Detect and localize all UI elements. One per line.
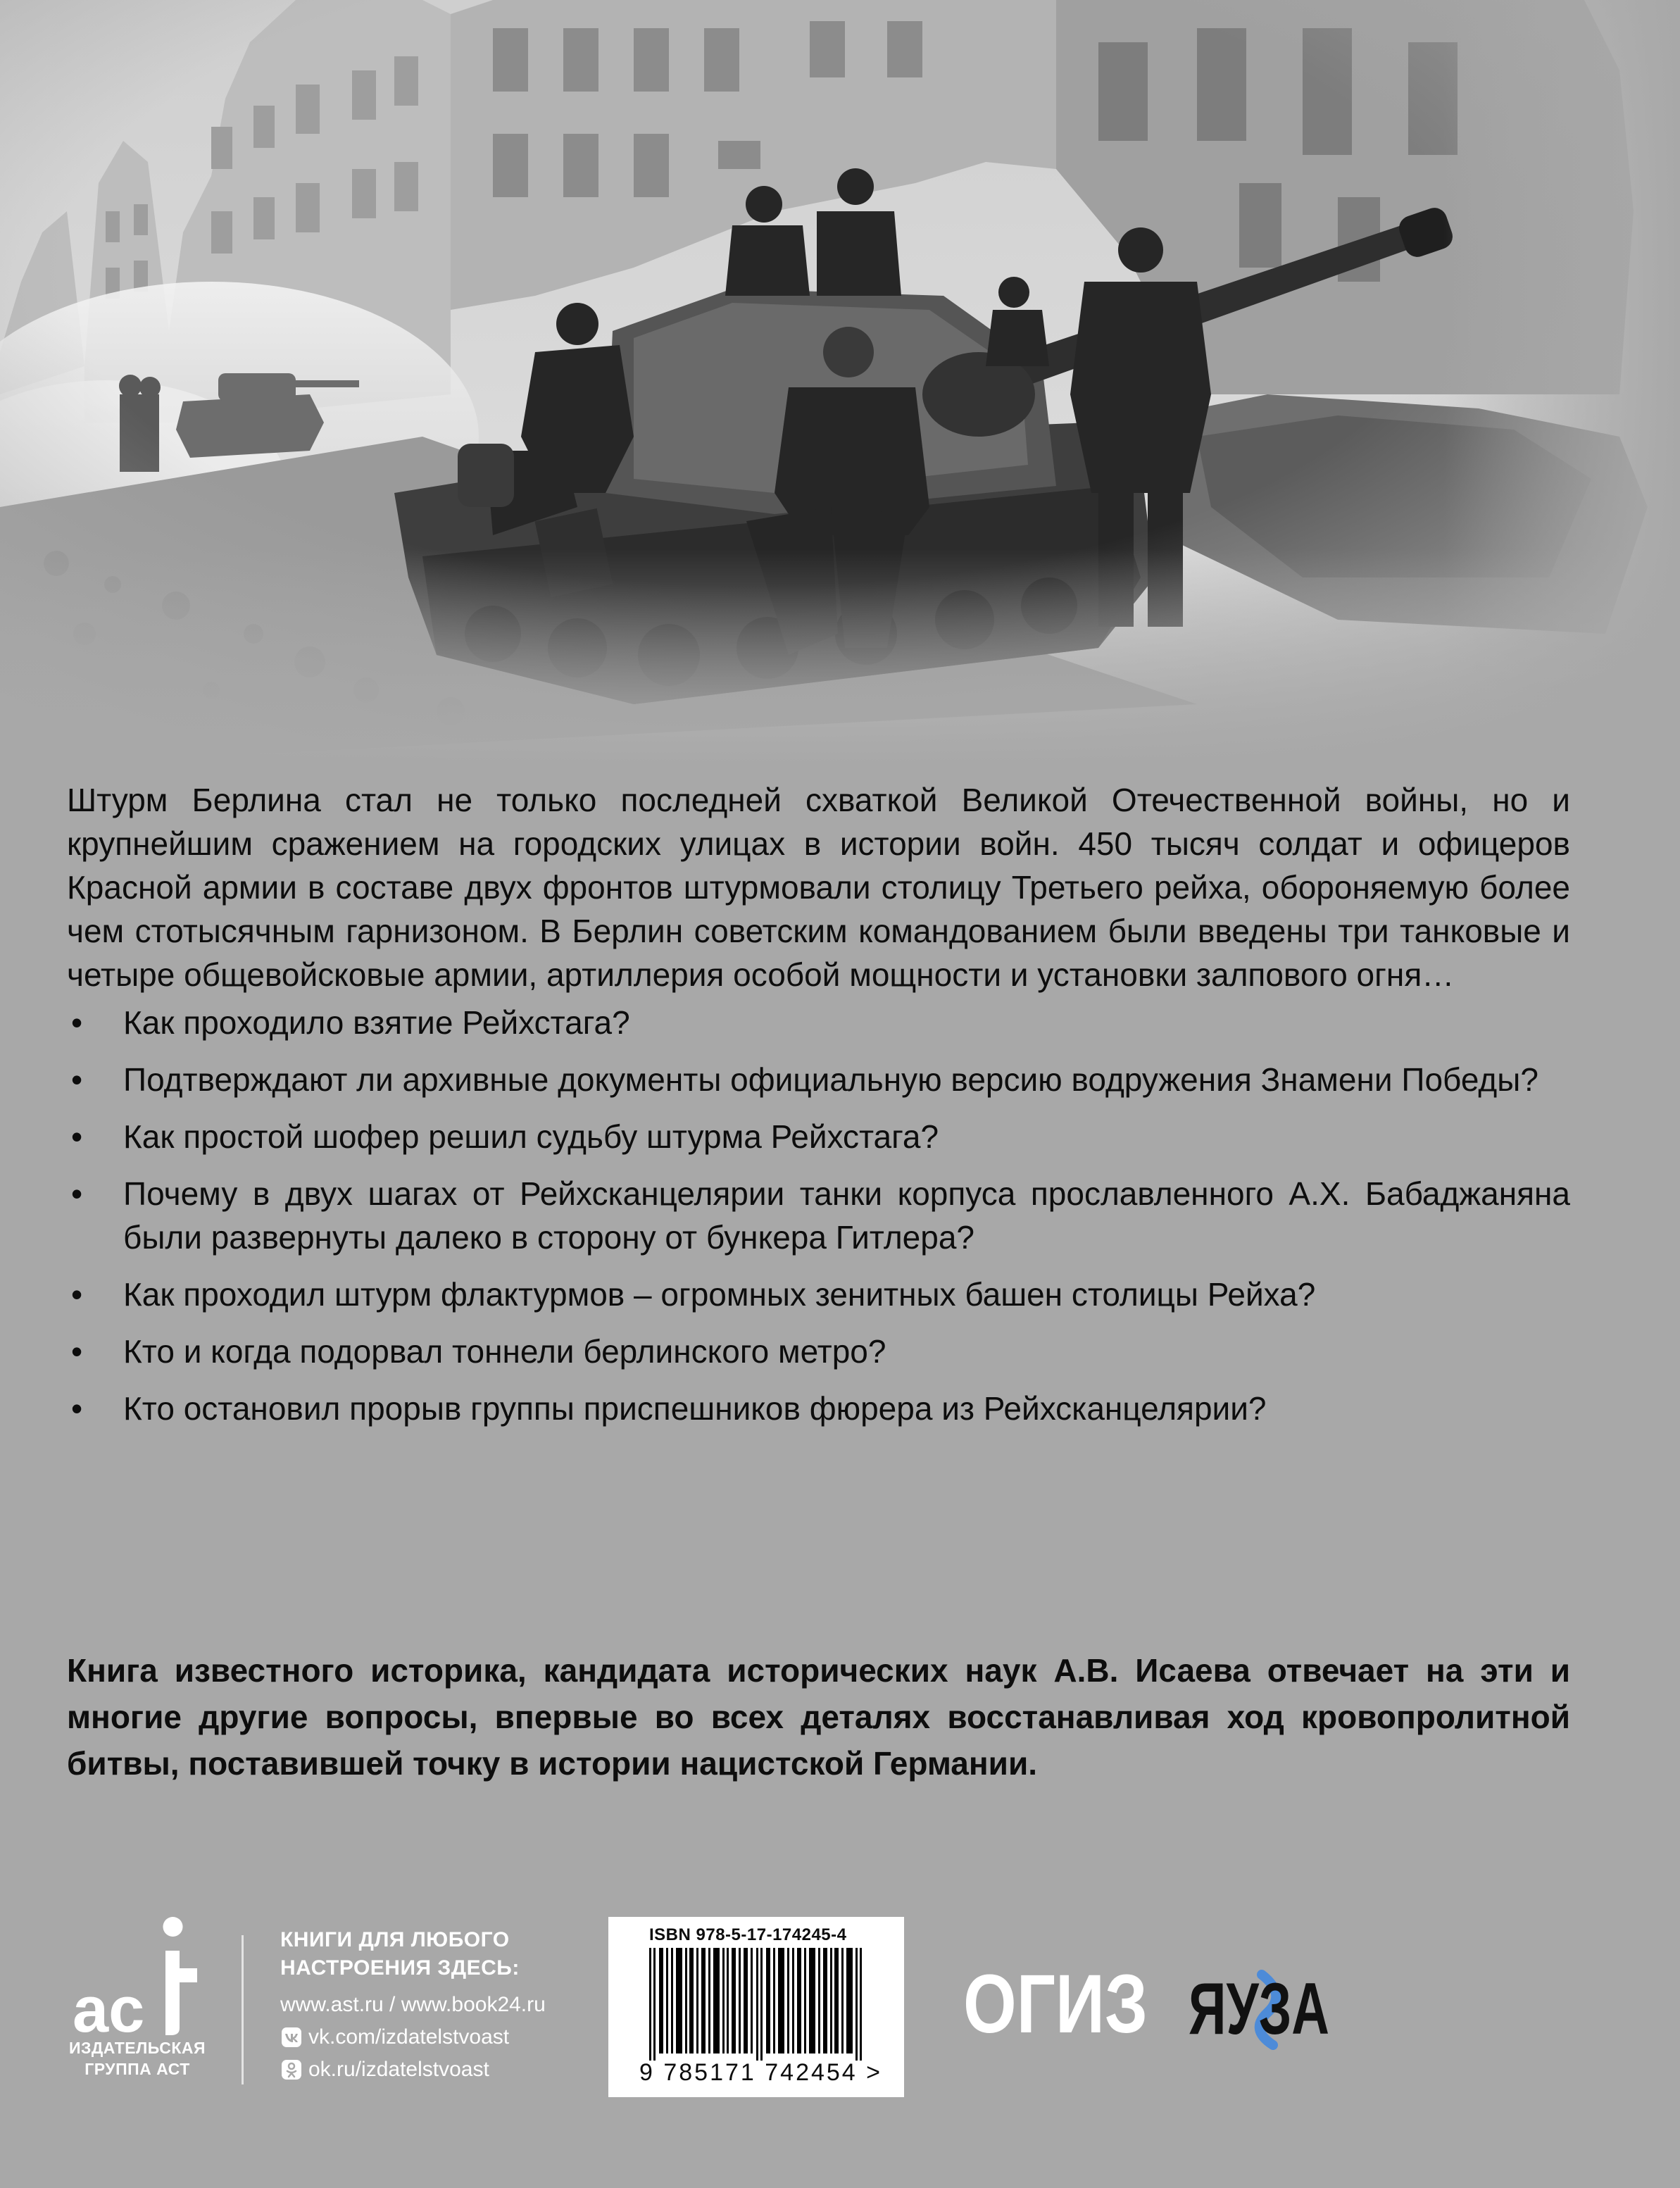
question-item xyxy=(67,1330,1570,1373)
isbn-label: ISBN 978-5-17-174245-4 xyxy=(649,1925,847,1944)
bullet-dot: • xyxy=(71,1175,83,1212)
barcode xyxy=(649,1948,867,2061)
vk-link-text: vk.com/izdatelstvoast xyxy=(308,2025,510,2049)
promo-heading-line2: НАСТРОЕНИЯ ЗДЕСЬ: xyxy=(280,1956,520,1980)
bullet-dot: • xyxy=(71,1276,83,1313)
bullet-dot: • xyxy=(71,1061,83,1098)
publisher-links xyxy=(280,1926,546,2085)
bullet-dot: • xyxy=(71,1333,83,1370)
question-item xyxy=(67,1001,1570,1044)
vk-icon xyxy=(280,2026,303,2049)
ast-caption-line2: ГРУППА АСТ xyxy=(84,2060,190,2078)
question-text: Кто и когда подорвал тоннели берлинского метро? xyxy=(123,1333,886,1370)
question-text: Как проходил штурм флактурмов – огромных зенитных башен столицы Рейха? xyxy=(123,1276,1316,1313)
questions-list xyxy=(67,1001,1570,1430)
promo-heading-line1: КНИГИ ДЛЯ ЛЮБОГО xyxy=(280,1928,510,1951)
ast-logo-text: ас xyxy=(73,1974,145,2046)
site-link-text: www.ast.ru / www.book24.ru xyxy=(280,1993,546,2016)
question-item xyxy=(67,1172,1570,1259)
ast-caption xyxy=(60,2037,215,2080)
question-text: Как проходило взятие Рейхстага? xyxy=(123,1004,630,1041)
question-item xyxy=(67,1387,1570,1430)
yauza-logo-text: ЯУЗА xyxy=(1189,1968,1329,2050)
site-link[interactable] xyxy=(280,1989,546,2020)
question-text: Подтверждают ли архивные документы официальную версию водружения Знамени Победы? xyxy=(123,1061,1538,1098)
ok-icon xyxy=(280,2058,303,2081)
bullet-dot: • xyxy=(71,1390,83,1427)
bullet-dot: • xyxy=(71,1118,83,1155)
vk-link[interactable] xyxy=(280,2022,546,2053)
ok-link[interactable] xyxy=(280,2054,546,2085)
description-block xyxy=(67,778,1570,1444)
isbn-barcode-box xyxy=(608,1917,904,2097)
question-item xyxy=(67,1058,1570,1101)
summary-paragraph: Книга известного историка, кандидата исторических наук А.В. Исаева отвечает на эти и многие другие вопросы, впервые во всех деталях восстанавливая ход кровопролитной битвы, поставившей точку в истории нацистской Германии. xyxy=(67,1652,1570,1782)
bullet-dot: • xyxy=(71,1004,83,1041)
ogiz-logo-text: ОГИЗ xyxy=(963,1958,1148,2051)
yauza-logo xyxy=(1189,1966,1336,2051)
question-item xyxy=(67,1115,1570,1158)
question-text: Почему в двух шагах от Рейхсканцелярии танки корпуса прославленного А.Х. Бабаджаняна были развернуты далеко в сторону от бункера Гитлера? xyxy=(123,1175,1570,1256)
isbn-digits: 9 785171 742454 > xyxy=(639,2059,883,2086)
ok-link-text: ok.ru/izdatelstvoast xyxy=(308,2058,489,2081)
ast-caption-line1: ИЗДАТЕЛЬСКАЯ xyxy=(68,2039,206,2057)
question-item xyxy=(67,1273,1570,1316)
question-text: Кто остановил прорыв группы приспешников фюрера из Рейхсканцелярии? xyxy=(123,1390,1267,1427)
question-text: Как простой шофер решил судьбу штурма Рейхстага? xyxy=(123,1118,939,1155)
intro-paragraph: Штурм Берлина стал не только последней схваткой Великой Отечественной войны, но и крупнейшим сражением на городских улицах в истории войн. 450 тысяч солдат и офицеров Красной армии в составе двух фронтов штурмовали столицу Третьего рейха, обороняемую более чем стотысячным гарнизоном. В Берлин советским командованием были введены три танковые и четыре общевойсковые армии, артиллерия особой мощности и установки залпового огня… xyxy=(67,782,1570,993)
ogiz-logo xyxy=(963,1958,1153,2051)
divider xyxy=(242,1935,244,2084)
cover-photo xyxy=(0,0,1680,768)
